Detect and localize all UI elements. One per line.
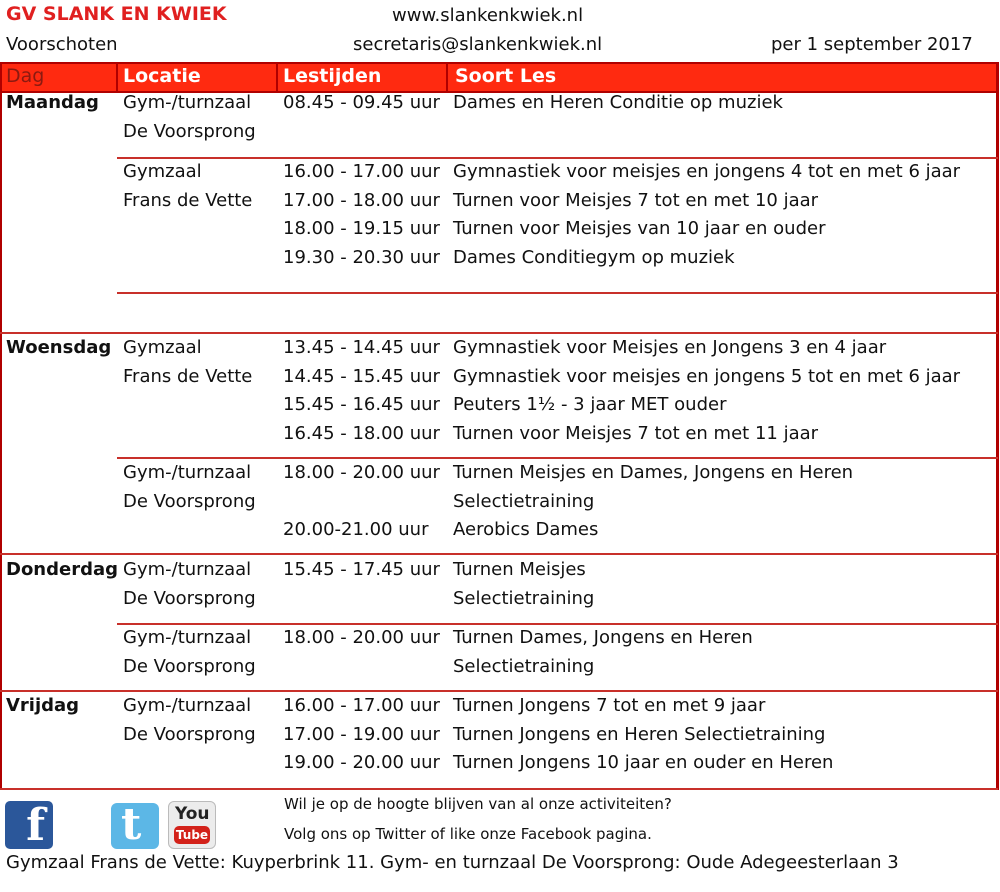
row-separator — [117, 292, 998, 294]
lesson-type: Turnen Meisjes — [453, 559, 586, 580]
lesson-type: Turnen Jongens en Heren Selectietraining — [453, 723, 826, 745]
valid-from-date: per 1 september 2017 — [771, 34, 973, 55]
column-header-times: Lestijden — [283, 65, 382, 87]
lesson-time: 13.45 - 14.45 uur — [283, 337, 440, 358]
location-name: Frans de Vette — [123, 189, 253, 211]
twitter-icon[interactable]: t — [111, 803, 159, 849]
lesson-time: 15.45 - 17.45 uur — [283, 559, 440, 580]
lesson-time: 18.00 - 19.15 uur — [283, 218, 440, 239]
column-header-day: Dag — [6, 65, 45, 87]
table-right-border — [996, 62, 999, 790]
lesson-type: Aerobics Dames — [453, 519, 599, 540]
youtube-you-text: You — [175, 804, 210, 824]
column-divider — [116, 64, 118, 91]
lesson-time: 16.00 - 17.00 uur — [283, 695, 440, 716]
location-name: Gym-/turnzaal — [123, 695, 252, 716]
lesson-type: Turnen voor Meisjes 7 tot en met 11 jaar — [453, 422, 819, 444]
lesson-time: 14.45 - 15.45 uur — [283, 365, 440, 387]
day-label: Woensdag — [6, 337, 112, 358]
row-separator — [0, 788, 998, 790]
column-divider — [276, 64, 278, 91]
row-separator — [0, 553, 998, 555]
lesson-time: 19.30 - 20.30 uur — [283, 246, 440, 268]
youtube-icon[interactable] — [168, 801, 216, 849]
location-name: Gym-/turnzaal — [123, 559, 252, 580]
lesson-type: Selectietraining — [453, 655, 595, 677]
location-name: De Voorsprong — [123, 723, 256, 745]
lesson-time: 16.45 - 18.00 uur — [283, 422, 440, 444]
location-name: Gymzaal — [123, 161, 202, 182]
location-name: De Voorsprong — [123, 655, 256, 677]
location-name: De Voorsprong — [123, 587, 256, 609]
email-link[interactable]: secretaris@slankenkwiek.nl — [353, 34, 603, 55]
lesson-time: 17.00 - 18.00 uur — [283, 189, 440, 211]
lesson-type: Gymnastiek voor meisjes en jongens 5 tot en met 6 jaar — [453, 365, 961, 387]
lesson-type: Peuters 1½ - 3 jaar MET ouder — [453, 394, 727, 415]
row-separator — [0, 332, 998, 334]
town: Voorschoten — [6, 34, 118, 55]
lesson-type: Gymnastiek voor Meisjes en Jongens 3 en 4 jaar — [453, 337, 887, 358]
location-name: De Voorsprong — [123, 120, 256, 142]
lesson-type: Turnen voor Meisjes van 10 jaar en ouder — [453, 218, 826, 239]
day-label: Vrijdag — [6, 695, 80, 716]
location-name: De Voorsprong — [123, 490, 256, 512]
youtube-tube-text: Tube — [175, 828, 209, 842]
location-name: Gymzaal — [123, 337, 202, 358]
lesson-time: 17.00 - 19.00 uur — [283, 723, 440, 745]
table-left-border — [0, 62, 2, 790]
footer-follow-invite: Volg ons op Twitter of like onze Facebook pagina. — [284, 825, 652, 843]
day-label: Donderdag — [6, 559, 119, 580]
lesson-time: 16.00 - 17.00 uur — [283, 161, 440, 182]
column-header-location: Locatie — [123, 65, 201, 87]
location-name: Gym-/turnzaal — [123, 627, 252, 648]
lesson-type: Selectietraining — [453, 490, 595, 512]
lesson-time: 15.45 - 16.45 uur — [283, 394, 440, 415]
website-link[interactable]: www.slankenkwiek.nl — [392, 5, 584, 26]
lesson-time: 18.00 - 20.00 uur — [283, 627, 440, 648]
footer-address: Gymzaal Frans de Vette: Kuyperbrink 11. Gym- en turnzaal De Voorsprong: Oude Adegeesterlaan 3 — [6, 852, 899, 873]
lesson-type: Turnen Jongens 10 jaar en ouder en Heren — [453, 752, 834, 773]
facebook-icon[interactable]: f — [5, 801, 53, 849]
club-name: GV SLANK EN KWIEK — [6, 3, 227, 25]
column-divider — [446, 64, 448, 91]
location-name: Gym-/turnzaal — [123, 92, 252, 113]
lesson-type: Dames Conditiegym op muziek — [453, 246, 735, 268]
lesson-time: 19.00 - 20.00 uur — [283, 752, 440, 773]
lesson-time: 08.45 - 09.45 uur — [283, 92, 440, 113]
lesson-time: 20.00-21.00 uur — [283, 519, 429, 540]
lesson-type: Turnen voor Meisjes 7 tot en met 10 jaar — [453, 189, 819, 211]
lesson-type: Turnen Dames, Jongens en Heren — [453, 627, 753, 648]
footer-follow-question: Wil je op de hoogte blijven van al onze activiteiten? — [284, 795, 672, 813]
lesson-type: Gymnastiek voor meisjes en jongens 4 tot en met 6 jaar — [453, 161, 961, 182]
lesson-type: Turnen Meisjes en Dames, Jongens en Heren — [453, 462, 854, 483]
day-label: Maandag — [6, 92, 99, 113]
location-name: Frans de Vette — [123, 365, 253, 387]
lesson-type: Turnen Jongens 7 tot en met 9 jaar — [453, 695, 766, 716]
lesson-type: Selectietraining — [453, 587, 595, 609]
lesson-type: Dames en Heren Conditie op muziek — [453, 92, 783, 113]
location-name: Gym-/turnzaal — [123, 462, 252, 483]
column-header-lesson: Soort Les — [455, 65, 557, 87]
lesson-time: 18.00 - 20.00 uur — [283, 462, 440, 483]
